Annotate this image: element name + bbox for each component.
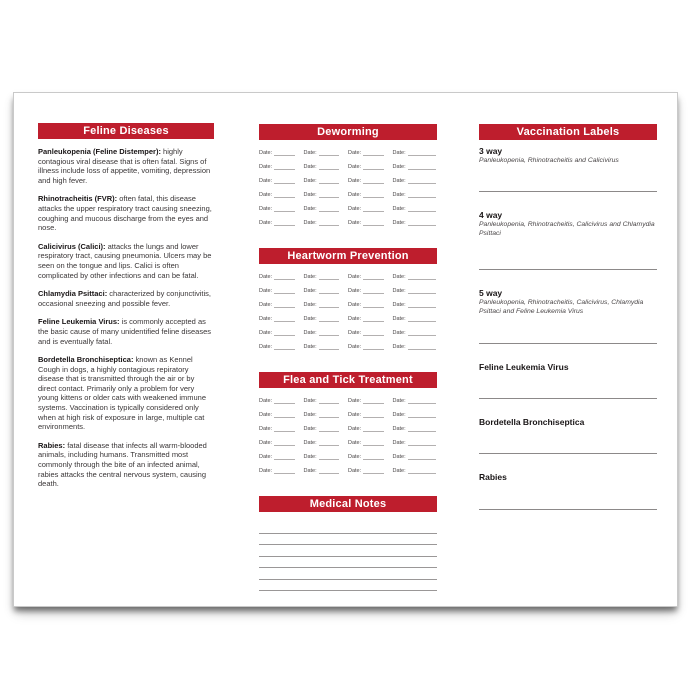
date-field [393,158,438,172]
date-field [393,282,438,296]
date-blank-line [319,321,339,322]
date-field [259,392,304,406]
date-field [259,338,304,352]
date-label: Date: [392,164,406,170]
vaccination-entry-feline-leukemia-virus [479,362,657,399]
notes-ruled-line [259,534,437,546]
date-label: Date: [392,192,406,198]
disease-item-panleukopenia-feline-distemper [38,147,214,185]
date-blank-line [408,155,436,156]
date-blank-line [274,211,294,212]
date-field [348,338,393,352]
date-blank-line [319,307,339,308]
date-label: Date: [303,288,317,294]
date-blank-line [274,155,294,156]
date-blank-line [408,445,436,446]
date-label: Date: [348,412,362,418]
date-label: Date: [348,316,362,322]
disease-term: Panleukopenia (Feline Distemper): [38,147,161,156]
date-blank-line [363,169,383,170]
date-label: Date: [259,178,273,184]
date-label: Date: [392,344,406,350]
date-label: Date: [348,288,362,294]
date-field [393,338,438,352]
date-label: Date: [392,468,406,474]
date-blank-line [408,403,436,404]
date-blank-line [408,417,436,418]
disease-item-rabies [38,441,214,489]
date-label: Date: [259,302,273,308]
date-label: Date: [348,150,362,156]
date-blank-line [408,321,436,322]
date-blank-line [363,183,383,184]
date-field [348,172,393,186]
date-label: Date: [259,412,273,418]
date-blank-line [408,459,436,460]
notes-ruled-line [259,568,437,580]
vaccination-name: 3 way [479,146,503,156]
divider-line [479,453,657,454]
date-blank-line [274,417,294,418]
date-blank-line [363,459,383,460]
date-blank-line [363,155,383,156]
date-field [304,420,349,434]
date-blank-line [274,349,294,350]
vaccination-entry-bordetella-bronchiseptica [479,417,657,454]
date-field [304,448,349,462]
vaccination-entry-body [479,288,657,343]
date-blank-line [319,197,339,198]
date-field [304,214,349,228]
date-blank-line [319,445,339,446]
date-blank-line [319,459,339,460]
date-blank-line [363,225,383,226]
vaccination-components: Panleukopenia, Rhinotracheitis, Calicivirus, Chlamydia Psittaci and Feline Leukemia Virus [479,299,644,315]
disease-term: Chlamydia Psittaci: [38,289,108,299]
date-field [304,268,349,282]
pet-record-page [13,92,678,607]
date-blank-line [274,335,294,336]
date-label: Date: [348,164,362,170]
date-label: Date: [303,150,317,156]
date-field [259,172,304,186]
feline-diseases-header: Feline Diseases [38,123,214,139]
date-label: Date: [303,440,317,446]
date-field [259,158,304,172]
date-blank-line [408,431,436,432]
date-field [259,448,304,462]
date-blank-line [274,169,294,170]
date-field [348,448,393,462]
date-field [348,310,393,324]
date-label: Date: [392,316,406,322]
date-blank-line [408,225,436,226]
date-blank-line [408,349,436,350]
date-blank-line [274,183,294,184]
date-field [259,420,304,434]
disease-item-chlamydia-psittaci [38,289,214,308]
date-label: Date: [259,330,273,336]
vaccination-entry-body [479,472,657,509]
tracking-sections [259,124,437,476]
date-blank-line [408,335,436,336]
date-field [259,144,304,158]
vaccination-entry-3-way [479,146,657,192]
date-blank-line [319,417,339,418]
date-blank-line [274,459,294,460]
date-field [304,144,349,158]
date-label: Date: [392,274,406,280]
date-field [348,186,393,200]
date-label: Date: [303,302,317,308]
date-label: Date: [259,288,273,294]
date-blank-line [408,293,436,294]
vaccination-entry-body [479,417,657,453]
date-label: Date: [259,192,273,198]
date-blank-line [319,169,339,170]
date-blank-line [363,445,383,446]
date-label: Date: [392,220,406,226]
date-field [393,186,438,200]
disease-term: Calicivirus (Calici): [38,241,106,251]
date-label: Date: [303,344,317,350]
date-blank-line [319,155,339,156]
date-label: Date: [259,274,273,280]
date-label: Date: [392,206,406,212]
date-field [304,158,349,172]
date-field [304,338,349,352]
date-field [393,406,438,420]
date-blank-line [319,279,339,280]
date-blank-line [274,279,294,280]
date-label: Date: [303,206,317,212]
date-label: Date: [348,220,362,226]
date-label: Date: [259,344,273,350]
date-field [348,200,393,214]
date-field [304,462,349,476]
date-label: Date: [392,426,406,432]
date-blank-line [274,197,294,198]
date-field [348,434,393,448]
date-label: Date: [303,192,317,198]
date-field [393,420,438,434]
date-label: Date: [259,316,273,322]
date-field [348,144,393,158]
date-blank-line [319,349,339,350]
date-blank-line [363,403,383,404]
date-field [304,172,349,186]
date-field [304,200,349,214]
date-field [348,282,393,296]
date-blank-line [319,431,339,432]
medical-notes-section [259,496,437,591]
treatment-tracking-column [259,124,437,591]
vaccination-entry-body [479,210,657,269]
vaccination-labels-header: Vaccination Labels [479,124,657,140]
date-blank-line [363,431,383,432]
date-blank-line [274,307,294,308]
date-field [259,406,304,420]
disease-term: Rabies: [38,440,66,450]
date-blank-line [408,307,436,308]
date-field [304,434,349,448]
date-grid [259,268,437,352]
date-field [393,296,438,310]
vaccination-entry-list [479,146,657,510]
tracking-section-flea-and-tick-treatment [259,372,437,476]
date-field [259,462,304,476]
date-field [393,310,438,324]
date-label: Date: [348,302,362,308]
date-blank-line [319,403,339,404]
date-label: Date: [348,398,362,404]
vaccination-entry-body [479,146,657,191]
date-blank-line [363,197,383,198]
date-label: Date: [303,426,317,432]
date-label: Date: [392,178,406,184]
date-blank-line [363,279,383,280]
date-label: Date: [259,426,273,432]
date-blank-line [363,473,383,474]
disease-description: attacks the lungs and lower respiratory tract, causing pneumonia. Ulcers may be seen on the tongue and lips. Calici is often complicated by other infections and can be fatal. [38,241,212,280]
vaccination-components: Panleukopenia, Rhinotracheitis, Calicivirus and Chlamydia Psittaci [479,221,655,237]
date-field [304,324,349,338]
date-blank-line [319,293,339,294]
date-blank-line [274,473,294,474]
date-label: Date: [259,440,273,446]
date-field [393,268,438,282]
date-field [348,420,393,434]
date-field [393,214,438,228]
disease-list [38,147,214,489]
date-blank-line [274,403,294,404]
notes-ruled-line [259,557,437,569]
date-label: Date: [303,330,317,336]
vaccination-entry-4-way [479,210,657,270]
disease-description: known as Kennel Cough in dogs, a highly contagious repiratory disease that is transmitted through the air or by direct contact. Primarily only a problem for very young kittens or older cats with weakened immune systems. Vaccination is typically considered only when at high risk of exposure in large, multiple cat environments. [38,355,207,432]
divider-line [479,343,657,344]
notes-ruled-line [259,522,437,534]
date-field [348,268,393,282]
date-field [259,324,304,338]
date-label: Date: [259,468,273,474]
disease-description: highly contagious viral disease that is often fatal. Signs of illness include loss of appetite, vomiting, depression and high fever. [38,147,211,185]
vaccination-name: 5 way [479,288,503,298]
date-label: Date: [348,468,362,474]
disease-description: is commonly accepted as the basic cause of many unidentified feline diseases and is eventually fatal. [38,317,212,346]
vaccination-name: Feline Leukemia Virus [479,362,569,372]
vaccination-labels-section [479,124,657,528]
date-label: Date: [348,274,362,280]
date-field [259,282,304,296]
date-blank-line [319,335,339,336]
vaccination-entry-rabies [479,472,657,510]
date-field [259,296,304,310]
feline-diseases-section [38,123,214,498]
date-field [259,214,304,228]
date-label: Date: [259,220,273,226]
disease-description: fatal disease that infects all warm-blooded animals, including humans. Transmitted most commonly through the bite of an infected animal, rabies attacks the central nervous system, causing death. [38,440,207,489]
date-field [348,324,393,338]
date-blank-line [319,225,339,226]
date-blank-line [408,197,436,198]
date-field [348,392,393,406]
date-label: Date: [392,288,406,294]
date-blank-line [363,417,383,418]
date-label: Date: [303,178,317,184]
date-field [393,392,438,406]
date-label: Date: [303,164,317,170]
disease-term: Feline Leukemia Virus: [38,317,120,327]
date-label: Date: [392,398,406,404]
date-grid [259,144,437,228]
date-blank-line [408,211,436,212]
date-field [259,434,304,448]
disease-item-feline-leukemia-virus [38,317,214,346]
date-blank-line [363,307,383,308]
date-label: Date: [348,440,362,446]
date-label: Date: [303,316,317,322]
vaccination-name: Rabies [479,472,507,482]
date-field [393,448,438,462]
date-label: Date: [303,398,317,404]
date-blank-line [408,183,436,184]
date-field [304,282,349,296]
date-field [304,406,349,420]
date-label: Date: [259,454,273,460]
tracking-section-heartworm-prevention [259,248,437,352]
date-field [348,296,393,310]
date-blank-line [408,169,436,170]
date-field [393,324,438,338]
date-field [393,462,438,476]
date-label: Date: [259,164,273,170]
date-field [393,172,438,186]
vaccination-entry-body [479,362,657,398]
date-field [259,268,304,282]
date-field [259,200,304,214]
date-label: Date: [348,454,362,460]
vaccination-components: Panleukopenia, Rhinotracheitis and Calicivirus [479,157,619,164]
date-label: Date: [259,206,273,212]
date-blank-line [363,211,383,212]
date-blank-line [319,211,339,212]
date-grid [259,392,437,476]
date-label: Date: [259,398,273,404]
medical-notes-header: Medical Notes [259,496,437,512]
date-label: Date: [348,426,362,432]
date-field [304,296,349,310]
notes-ruled-line [259,545,437,557]
divider-line [479,191,657,192]
date-blank-line [319,183,339,184]
date-field [304,186,349,200]
medical-notes-lines [259,522,437,591]
disease-description: characterized by conjunctivitis, occasional sneezing and possible fever. [38,289,212,308]
notes-ruled-line [259,580,437,592]
date-label: Date: [392,150,406,156]
date-label: Date: [303,412,317,418]
disease-item-bordetella-bronchiseptica [38,355,214,432]
date-blank-line [408,473,436,474]
heartworm-prevention-header: Heartworm Prevention [259,248,437,264]
date-label: Date: [303,454,317,460]
date-label: Date: [348,330,362,336]
date-label: Date: [392,454,406,460]
date-label: Date: [348,344,362,350]
date-blank-line [363,293,383,294]
deworming-header: Deworming [259,124,437,140]
date-blank-line [363,321,383,322]
date-label: Date: [392,412,406,418]
disease-item-rhinotracheitis-fvr [38,194,214,232]
date-blank-line [274,431,294,432]
date-blank-line [319,473,339,474]
date-field [304,392,349,406]
date-blank-line [363,349,383,350]
vaccination-entry-5-way [479,288,657,344]
date-label: Date: [392,440,406,446]
date-blank-line [363,335,383,336]
date-label: Date: [392,302,406,308]
date-field [348,214,393,228]
date-blank-line [274,225,294,226]
divider-line [479,509,657,510]
vaccination-name: Bordetella Bronchiseptica [479,417,585,427]
date-field [348,462,393,476]
date-label: Date: [392,330,406,336]
date-label: Date: [348,206,362,212]
date-label: Date: [259,150,273,156]
date-label: Date: [348,192,362,198]
disease-description: often fatal, this disease attacks the upper respiratory tract causing sneezing, coughing and mucous discharge from the eyes and nose. [38,194,212,233]
date-field [348,158,393,172]
date-field [259,186,304,200]
date-field [393,434,438,448]
date-field [304,310,349,324]
date-field [393,144,438,158]
date-field [259,310,304,324]
date-field [348,406,393,420]
vaccination-name: 4 way [479,210,503,220]
disease-term: Bordetella Bronchiseptica: [38,355,134,365]
divider-line [479,398,657,399]
divider-line [479,269,657,270]
date-blank-line [274,445,294,446]
date-field [393,200,438,214]
date-label: Date: [303,274,317,280]
date-blank-line [274,321,294,322]
tracking-section-deworming [259,124,437,228]
disease-item-calicivirus-calici [38,242,214,280]
date-blank-line [274,293,294,294]
date-label: Date: [303,468,317,474]
flea-and-tick-treatment-header: Flea and Tick Treatment [259,372,437,388]
date-label: Date: [348,178,362,184]
date-label: Date: [303,220,317,226]
disease-term: Rhinotracheitis (FVR): [38,194,118,204]
date-blank-line [408,279,436,280]
